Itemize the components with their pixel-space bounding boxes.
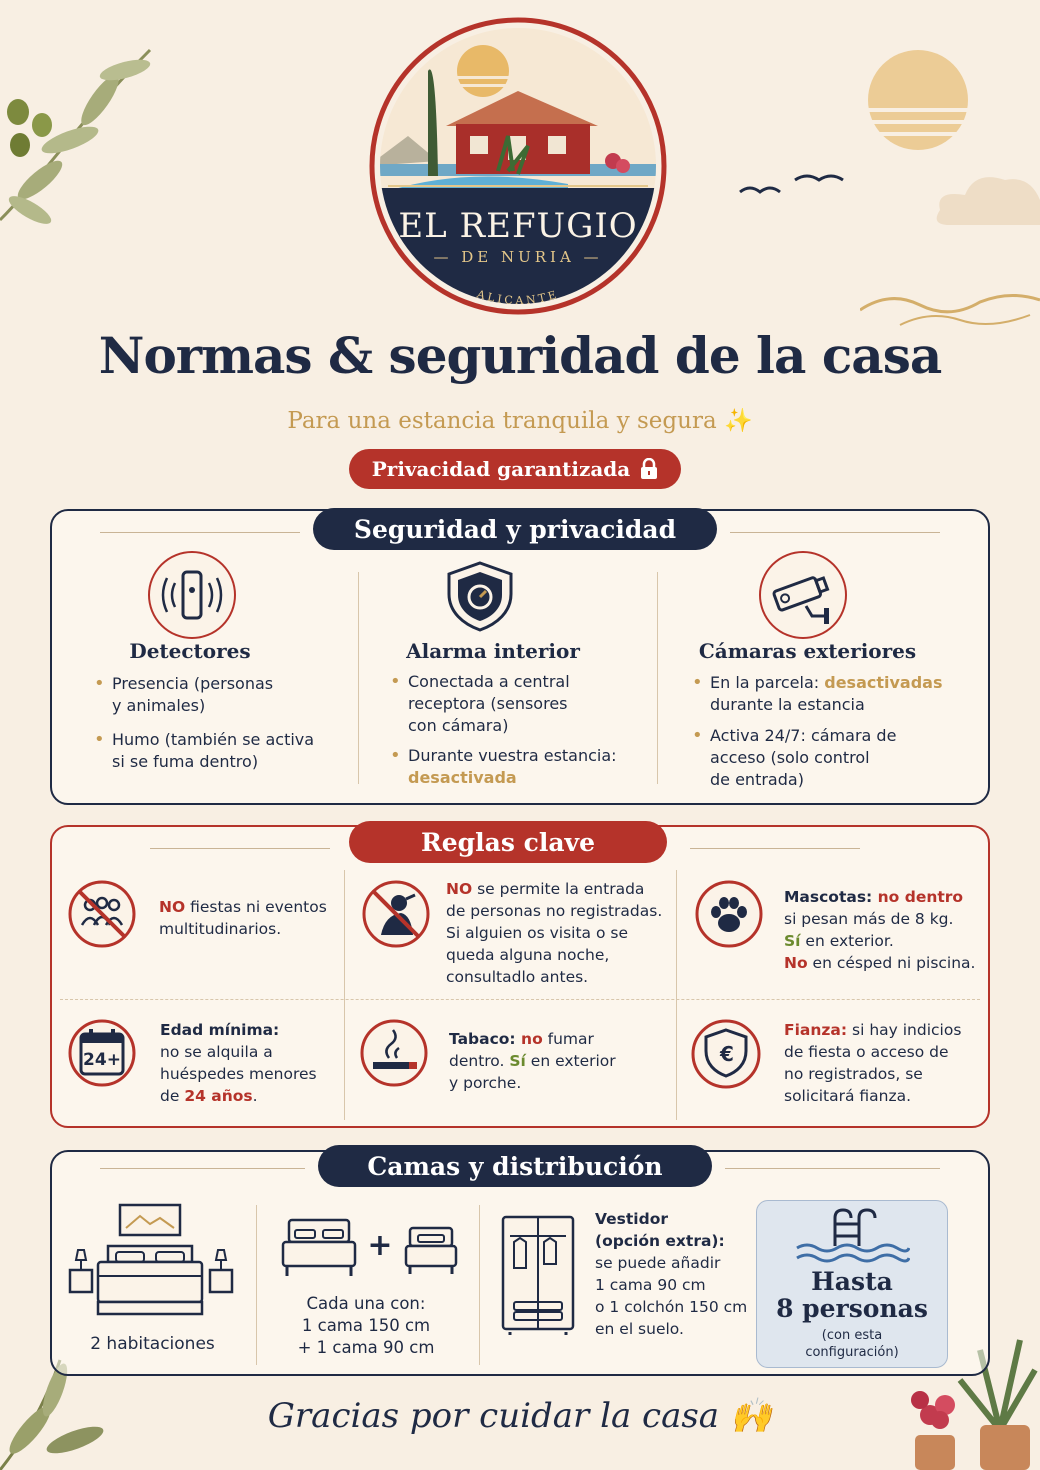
rooms-count: 2 habitaciones (90, 1334, 215, 1354)
beds-line: + 1 cama 90 cm (297, 1338, 435, 1357)
rule-line: fumar (542, 1030, 594, 1048)
wave-decoration (860, 290, 1040, 330)
list-item (388, 745, 648, 789)
item-line: Presencia (personas (112, 674, 274, 693)
security-camera-icon (758, 550, 848, 640)
rule-highlight: NO (159, 898, 186, 916)
logo-location-text (368, 16, 668, 316)
item-line: receptora (sensores (408, 694, 568, 713)
paw-icon (694, 879, 764, 949)
vestidor-line: se puede añadir (595, 1254, 721, 1272)
divider (730, 532, 940, 533)
divider (344, 870, 345, 1120)
divider (690, 848, 860, 849)
capacity-hasta: Hasta (811, 1267, 893, 1296)
rule-line: si hay indicios (847, 1021, 962, 1039)
vestidor-line: 1 cama 90 cm (595, 1276, 706, 1294)
rule-highlight: No (784, 954, 808, 972)
cigarette-icon (359, 1018, 429, 1088)
item-line: Humo (también se activa (112, 730, 315, 749)
item-line: Conectada a central (408, 672, 570, 691)
wardrobe-icon (500, 1214, 576, 1336)
rule-highlight: no dentro (877, 888, 964, 906)
deposit-icon-label: € (720, 1042, 734, 1066)
vestidor-line: o 1 colchón 150 cm (595, 1298, 748, 1316)
divider (358, 572, 359, 784)
rule-highlight: Sí (509, 1052, 526, 1070)
cameras-status-highlight: desactivadas (824, 673, 943, 692)
logo-subtitle: — DE NURIA — (433, 248, 603, 266)
rule-highlight: Fianza: (784, 1021, 848, 1039)
divider (725, 1168, 940, 1169)
rule-line: fiestas ni eventos (185, 898, 327, 916)
page-title: Normas & seguridad de la casa (98, 326, 942, 385)
vestidor-title: Vestidor (595, 1210, 668, 1228)
capacity-note-line: (con esta (821, 1328, 883, 1343)
divider (150, 848, 330, 849)
shield-alarm-icon (445, 560, 515, 632)
detectors-list (92, 673, 352, 785)
rule-tobacco (449, 1028, 669, 1094)
item-line: Durante vuestra estancia: (408, 746, 617, 765)
item-line: En la parcela: (710, 673, 825, 692)
beds-label: Cada una con: (306, 1294, 426, 1313)
divider (657, 572, 658, 784)
lock-icon (640, 458, 658, 480)
rule-pets (784, 886, 984, 974)
rule-line: y porche. (449, 1074, 522, 1092)
item-line: y animales) (112, 696, 206, 715)
list-item (92, 729, 352, 773)
item-line: si se fuma dentro) (112, 752, 259, 771)
rule-line: en exterior. (800, 932, 894, 950)
rule-line: consultadlo antes. (446, 968, 589, 986)
svg-text:ALICANTE (474, 287, 560, 307)
vestidor-subtitle: (opción extra): (595, 1232, 725, 1250)
no-parties-icon (67, 879, 137, 949)
security-section-title: Seguridad y privacidad (313, 508, 717, 550)
logo-location: ALICANTE (475, 287, 561, 308)
sun-decoration (866, 48, 970, 152)
rule-line: huéspedes menores (160, 1065, 317, 1083)
vestidor-info (595, 1208, 760, 1340)
page-subtitle: Para una estancia tranquila y segura ✨ (287, 408, 753, 434)
rule-line: . (252, 1087, 258, 1105)
alarm-status-highlight: desactivada (408, 768, 517, 787)
rule-line: multitudinarios. (159, 920, 282, 938)
rule-highlight: 24 años (184, 1087, 253, 1105)
footer-thanks: Gracias por cuidar la casa 🙌 (267, 1396, 773, 1436)
item-line: acceso (solo control (710, 748, 870, 767)
double-bed-icon (281, 1218, 357, 1278)
rule-line: de fiesta o acceso de (784, 1043, 949, 1061)
logo-subtitle-text: DE NURIA (461, 248, 575, 266)
rule-label: Mascotas: (784, 888, 878, 906)
rule-highlight: no (521, 1030, 543, 1048)
divider (676, 870, 677, 1120)
divider (256, 1205, 257, 1365)
rule-no-unregistered (446, 878, 676, 988)
item-line: Activa 24/7: cámara de (710, 726, 897, 745)
divider (100, 532, 300, 533)
rule-line: solicitará fianza. (784, 1087, 912, 1105)
list-item (92, 673, 352, 717)
logo (368, 16, 668, 316)
rule-line: no registrados, se (784, 1065, 923, 1083)
privacy-badge-label: Privacidad garantizada (371, 457, 631, 481)
rule-highlight: NO (446, 880, 473, 898)
rules-section-title: Reglas clave (349, 821, 667, 863)
bedroom-icon (68, 1200, 234, 1324)
item-line: de entrada) (710, 770, 804, 789)
rule-line: si pesan más de 8 kg. (784, 910, 954, 928)
pool-ladder-icon (795, 1206, 910, 1268)
rule-deposit (784, 1019, 984, 1107)
item-line: durante la estancia (710, 695, 865, 714)
privacy-badge (349, 449, 681, 489)
beds-line: 1 cama 150 cm (301, 1316, 431, 1335)
logo-title: EL REFUGIO (398, 206, 638, 246)
list-item (388, 671, 648, 737)
single-bed-icon (404, 1226, 458, 1276)
rule-line: se permite la entrada (472, 880, 645, 898)
rule-min-age (160, 1019, 340, 1107)
olive-branch-decoration (0, 30, 160, 240)
rule-line: en césped ni piscina. (807, 954, 976, 972)
age-icon-label: 24+ (83, 1050, 121, 1070)
rule-line: de personas no registradas. (446, 902, 663, 920)
rule-line: queda alguna noche, (446, 946, 610, 964)
divider (60, 999, 980, 1000)
divider (100, 1168, 305, 1169)
alarm-title: Alarma interior (406, 639, 580, 663)
divider (479, 1205, 480, 1365)
rule-no-parties (159, 896, 339, 940)
list-item (690, 672, 980, 716)
rule-line: Si alguien os visita o se (446, 924, 629, 942)
beds-section-title: Camas y distribución (318, 1145, 712, 1187)
beds-per-room (268, 1293, 464, 1359)
list-item (690, 725, 980, 791)
rule-label: Edad mínima: (160, 1021, 280, 1039)
item-line: con cámara) (408, 716, 509, 735)
rule-line: dentro. (449, 1052, 510, 1070)
detectors-title: Detectores (129, 639, 251, 663)
no-visitors-icon (361, 879, 431, 949)
rule-line: no se alquila a (160, 1043, 273, 1061)
rule-line: en exterior (525, 1052, 616, 1070)
plus-sign: + (367, 1228, 393, 1263)
capacity-people: 8 personas (776, 1294, 928, 1323)
rule-label: Tabaco: (449, 1030, 522, 1048)
cloud-decoration (930, 165, 1040, 235)
cameras-title: Cámaras exteriores (698, 639, 917, 663)
rule-highlight: Sí (784, 932, 801, 950)
birds-decoration (735, 170, 855, 210)
alarm-list (388, 671, 648, 801)
rule-line: de (160, 1087, 185, 1105)
capacity-note-line: configuración) (805, 1345, 899, 1360)
capacity-note (756, 1327, 948, 1361)
cameras-list (690, 672, 980, 803)
motion-sensor-icon (147, 550, 237, 640)
vestidor-line: en el suelo. (595, 1320, 684, 1338)
